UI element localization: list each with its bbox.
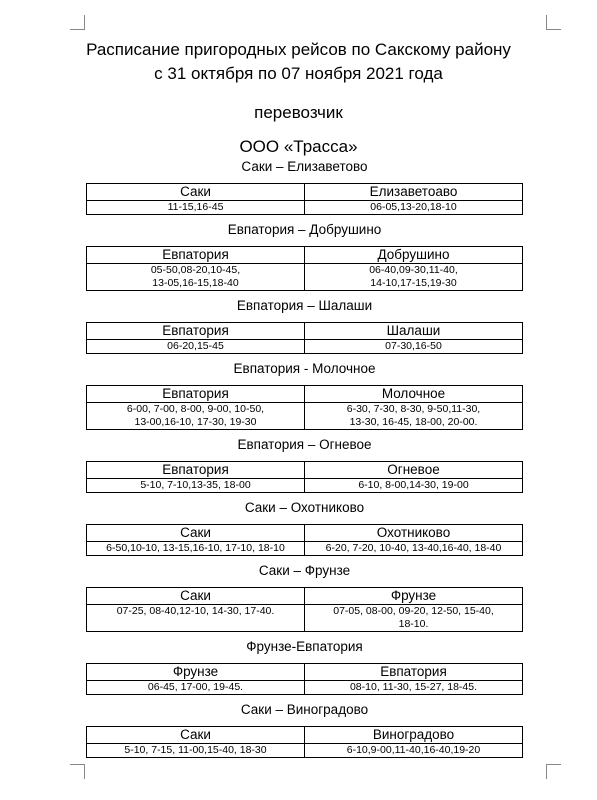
schedule-table xyxy=(86,385,523,430)
table-row xyxy=(87,340,523,354)
departure-to-times: 6-30, 7-30, 8-30, 9-50,11-30, 13-30, 16-45, 18-00, 20-00. xyxy=(305,403,523,430)
table-header-row xyxy=(87,247,523,264)
crop-mark-top-right xyxy=(546,15,561,30)
departure-from-times: 07-25, 08-40,12-10, 14-30, 17-40. xyxy=(87,605,305,632)
table-row xyxy=(87,403,523,430)
departure-from-times: 6-50,10-10, 13-15,16-10, 17-10, 18-10 xyxy=(87,542,305,556)
departure-to-times: 07-30,16-50 xyxy=(305,340,523,354)
departure-from-times: 06-45, 17-00, 19-45. xyxy=(87,681,305,695)
table-row xyxy=(87,479,523,493)
departure-from-times: 05-50,08-20,10-45, 13-05,16-15,18-40 xyxy=(87,264,305,291)
route-block xyxy=(86,158,523,215)
route-title: Евпатория – Огневое xyxy=(237,437,372,452)
table-header-row xyxy=(87,323,523,340)
carrier-name: ООО «Трасса» xyxy=(239,137,358,156)
table-header-row xyxy=(87,664,523,681)
departure-from-header: Саки xyxy=(87,184,305,201)
table-header-row xyxy=(87,386,523,403)
departure-from-times: 5-10, 7-10,13-35, 18-00 xyxy=(87,479,305,493)
crop-mark-top-left xyxy=(70,15,85,30)
route-block xyxy=(86,499,523,556)
route-block xyxy=(86,638,523,695)
route-title: Саки – Охотниково xyxy=(244,500,365,515)
departure-to-header: Добрушино xyxy=(305,247,523,264)
route-title: Саки – Виноградово xyxy=(240,702,369,717)
schedule-table xyxy=(86,726,523,758)
departure-to-times: 6-10, 8-00,14-30, 19-00 xyxy=(305,479,523,493)
table-row xyxy=(87,264,523,291)
carrier-label: перевозчик xyxy=(254,103,343,122)
departure-to-header: Елизаветоаво xyxy=(305,184,523,201)
document-title-line-2: с 31 октября по 07 ноября 2021 года xyxy=(154,64,443,83)
route-title: Евпатория – Добрушино xyxy=(227,222,382,237)
departure-to-header: Шалаши xyxy=(305,323,523,340)
route-block xyxy=(86,297,523,354)
table-header-row xyxy=(87,184,523,201)
departure-from-times: 11-15,16-45 xyxy=(87,201,305,215)
route-block xyxy=(86,701,523,758)
table-row xyxy=(87,542,523,556)
departure-to-times: 07-05, 08-00, 09-20, 12-50, 15-40, 18-10. xyxy=(305,605,523,632)
departure-from-times: 06-20,15-45 xyxy=(87,340,305,354)
table-row xyxy=(87,744,523,758)
route-block xyxy=(86,562,523,632)
departure-to-times: 6-10,9-00,11-40,16-40,19-20 xyxy=(305,744,523,758)
table-row xyxy=(87,681,523,695)
departure-from-header: Саки xyxy=(87,588,305,605)
departure-to-times: 06-05,13-20,18-10 xyxy=(305,201,523,215)
departure-to-header: Огневое xyxy=(305,462,523,479)
departure-to-times: 08-10, 11-30, 15-27, 18-45. xyxy=(305,681,523,695)
departure-from-header: Саки xyxy=(87,727,305,744)
route-title: Фрунзе-Евпатория xyxy=(246,639,363,654)
schedule-table xyxy=(86,246,523,291)
departure-to-header: Виноградово xyxy=(305,727,523,744)
table-header-row xyxy=(87,588,523,605)
table-row xyxy=(87,605,523,632)
departure-to-times: 06-40,09-30,11-40, 14-10,17-15,19-30 xyxy=(305,264,523,291)
route-title: Саки – Фрунзе xyxy=(258,563,351,578)
departure-to-header: Охотниково xyxy=(305,525,523,542)
route-title: Саки – Елизаветово xyxy=(241,159,368,174)
route-title: Евпатория - Молочное xyxy=(233,361,376,376)
table-header-row xyxy=(87,727,523,744)
crop-mark-bottom-left xyxy=(70,764,85,779)
departure-from-header: Евпатория xyxy=(87,462,305,479)
departure-from-times: 6-00, 7-00, 8-00, 9-00, 10-50, 13-00,16-10, 17-30, 19-30 xyxy=(87,403,305,430)
routes-list xyxy=(86,158,523,764)
document-header xyxy=(0,38,597,159)
schedule-table xyxy=(86,322,523,354)
document-title-line-1: Расписание пригородных рейсов по Сакскому району xyxy=(86,40,511,59)
departure-to-header: Евпатория xyxy=(305,664,523,681)
departure-to-times: 6-20, 7-20, 10-40, 13-40,16-40, 18-40 xyxy=(305,542,523,556)
table-row xyxy=(87,201,523,215)
departure-to-header: Фрунзе xyxy=(305,588,523,605)
departure-from-header: Евпатория xyxy=(87,247,305,264)
departure-to-header: Молочное xyxy=(305,386,523,403)
departure-from-times: 5-10, 7-15, 11-00,15-40, 18-30 xyxy=(87,744,305,758)
schedule-table xyxy=(86,587,523,632)
departure-from-header: Евпатория xyxy=(87,386,305,403)
schedule-table xyxy=(86,461,523,493)
table-header-row xyxy=(87,462,523,479)
departure-from-header: Евпатория xyxy=(87,323,305,340)
departure-from-header: Фрунзе xyxy=(87,664,305,681)
crop-mark-bottom-right xyxy=(546,764,561,779)
table-header-row xyxy=(87,525,523,542)
schedule-table xyxy=(86,524,523,556)
route-title: Евпатория – Шалаши xyxy=(236,298,373,313)
route-block xyxy=(86,221,523,291)
schedule-table xyxy=(86,183,523,215)
route-block xyxy=(86,360,523,430)
route-block xyxy=(86,436,523,493)
departure-from-header: Саки xyxy=(87,525,305,542)
schedule-table xyxy=(86,663,523,695)
